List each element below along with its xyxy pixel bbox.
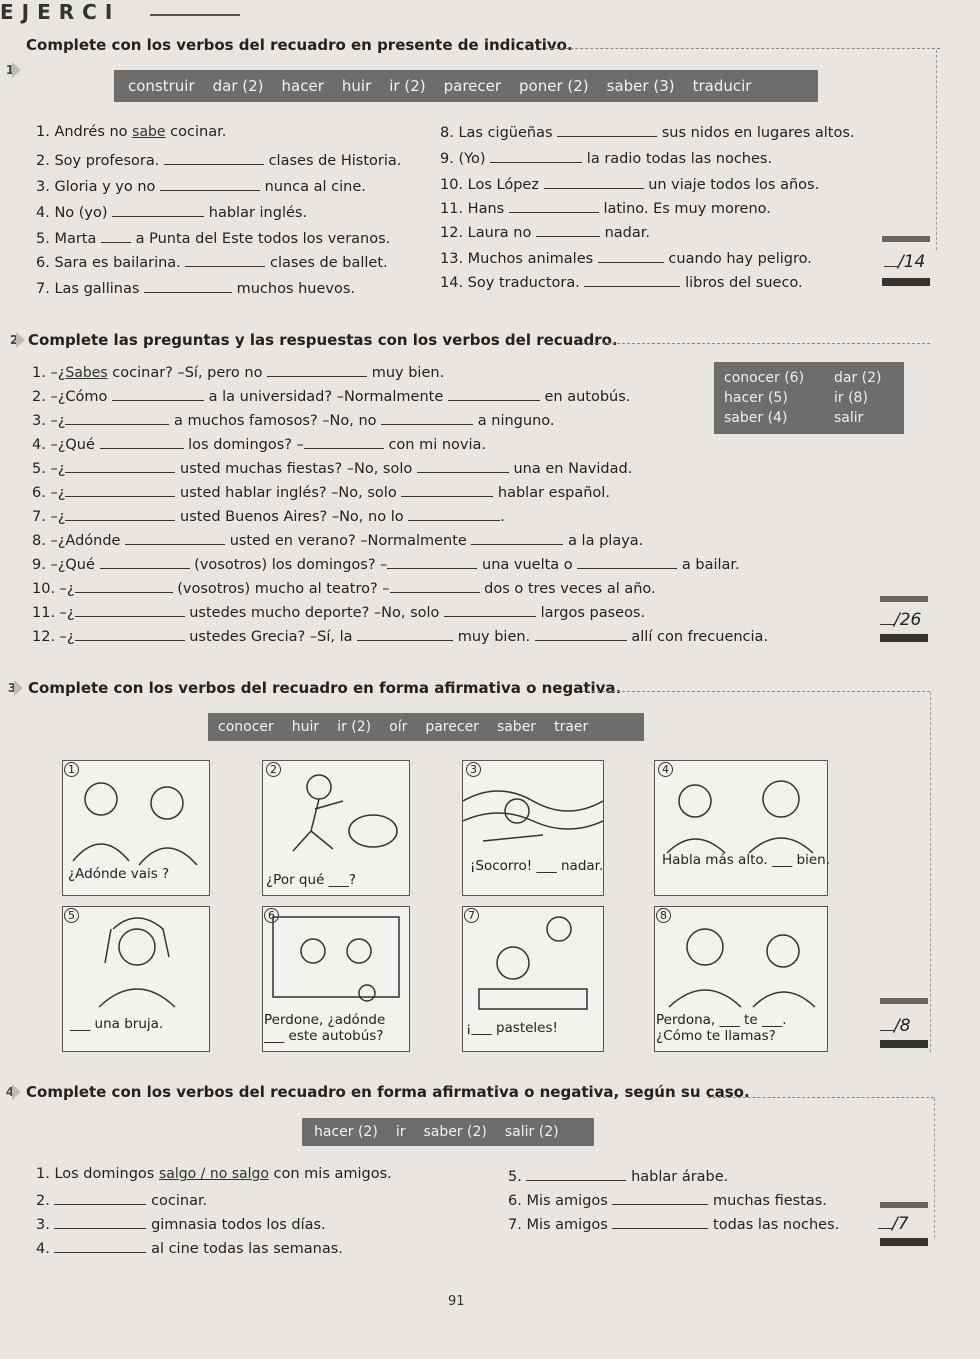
verb: huir — [291, 719, 320, 735]
answer-blank[interactable] — [125, 530, 225, 545]
exercise-item: 11. Hans latino. Es muy moreno. — [440, 198, 771, 217]
answer-blank[interactable] — [612, 1214, 708, 1229]
verb: ir (8) — [834, 390, 868, 406]
panel-number: 6 — [264, 908, 279, 923]
verb: salir — [834, 410, 864, 426]
panel-number: 7 — [464, 908, 479, 923]
verb-box — [302, 1118, 594, 1146]
answer-blank[interactable] — [100, 554, 190, 569]
exercise-item: 7. Mis amigos todas las noches. — [508, 1214, 839, 1233]
exercise-item: 7. –¿ usted Buenos Aires? –No, no lo . — [32, 506, 505, 525]
answer-blank[interactable] — [577, 554, 677, 569]
exercise-item: 3. gimnasia todos los días. — [36, 1214, 326, 1233]
answer-blank[interactable] — [544, 174, 644, 189]
answer-blank[interactable] — [100, 434, 184, 449]
answer-blank[interactable] — [471, 530, 563, 545]
exercise-item: 3. –¿ a muchos famosos? –No, no a ninguno. — [32, 410, 554, 429]
drowning-person-illustration — [463, 761, 603, 895]
answer-blank[interactable] — [408, 506, 500, 521]
exercise-item: 1. –¿Sabes cocinar? –Sí, pero no muy bien. — [32, 362, 444, 381]
answer-blank[interactable] — [54, 1238, 146, 1253]
verb-box — [714, 362, 904, 434]
verb: saber — [496, 719, 537, 735]
section-rule — [582, 343, 930, 344]
verb-box — [114, 70, 818, 102]
exercise-item: 12. Laura no nadar. — [440, 222, 650, 241]
header-rule — [150, 14, 240, 16]
answer-blank[interactable] — [444, 602, 536, 617]
exercise-item: 6. –¿ usted hablar inglés? –No, solo hablar español. — [32, 482, 610, 501]
page-header: EJERCI — [0, 0, 121, 24]
handwritten-answer: sabe — [132, 124, 166, 140]
exercise-item: 11. –¿ ustedes mucho deporte? –No, solo largos paseos. — [32, 602, 645, 621]
verb: ir (2) — [389, 77, 426, 95]
exercise-item: 2. –¿Cómo a la universidad? –Normalmente en autobús. — [32, 386, 630, 405]
answer-blank[interactable] — [160, 176, 260, 191]
exercise-item: 6. Sara es bailarina. clases de ballet. — [36, 252, 388, 271]
section-rule — [540, 48, 940, 49]
verb: traer — [554, 719, 589, 735]
verb: hacer (5) — [724, 390, 788, 406]
exercise-item: 8. –¿Adónde usted en verano? –Normalmente a la playa. — [32, 530, 643, 549]
exercise-item: 3. Gloria y yo no nunca al cine. — [36, 176, 366, 195]
answer-blank[interactable] — [112, 386, 204, 401]
verb: parecer — [443, 77, 502, 95]
answer-blank[interactable] — [75, 626, 185, 641]
answer-blank[interactable] — [144, 278, 232, 293]
answer-blank[interactable] — [509, 198, 599, 213]
exercise-item: 13. Muchos animales cuando hay peligro. — [440, 248, 812, 267]
answer-blank[interactable] — [54, 1214, 146, 1229]
verb-box — [208, 713, 644, 741]
panel-caption: Habla más alto. ___ bien. — [662, 852, 830, 868]
verb: ir (2) — [337, 719, 372, 735]
exercise-item: 5. hablar árabe. — [508, 1166, 728, 1185]
verb: conocer — [218, 719, 274, 735]
answer-blank[interactable] — [417, 458, 509, 473]
score-tag — [880, 1202, 928, 1208]
verb: ir — [395, 1124, 406, 1140]
answer-blank[interactable] — [535, 626, 627, 641]
exercise-item: 1. Los domingos salgo / no salgo con mis amigos. — [36, 1166, 392, 1182]
answer-blank[interactable] — [75, 602, 185, 617]
answer-blank[interactable] — [267, 362, 367, 377]
panel-number: 2 — [266, 762, 281, 777]
verb: dar (2) — [212, 77, 264, 95]
old-man-listening-illustration — [655, 761, 827, 895]
section-border — [934, 1098, 935, 1238]
exercise-item: 9. –¿Qué (vosotros) los domingos? – una vuelta o a bailar. — [32, 554, 740, 573]
answer-blank[interactable] — [401, 482, 493, 497]
answer-blank[interactable] — [65, 482, 175, 497]
exercise-item: 2. Soy profesora. clases de Historia. — [36, 150, 401, 169]
panel-caption: ___ una bruja. — [70, 1016, 164, 1032]
answer-blank[interactable] — [65, 458, 175, 473]
section-instruction: Complete con los verbos del recuadro en forma afirmativa o negativa, según su caso. — [26, 1083, 750, 1101]
answer-blank[interactable] — [612, 1190, 708, 1205]
section-number: 1 — [0, 60, 20, 80]
panel-caption: ¿Adónde vais ? — [68, 866, 170, 882]
exercise-item: 4. –¿Qué los domingos? – con mi novia. — [32, 434, 486, 453]
exercise-item: 4. No (yo) hablar inglés. — [36, 202, 307, 221]
section-instruction: Complete con los verbos del recuadro en presente de indicativo. — [26, 36, 573, 54]
section-rule — [708, 1097, 934, 1098]
verb: construir — [128, 77, 195, 95]
verb: hacer — [281, 77, 324, 95]
answer-blank[interactable] — [357, 626, 453, 641]
answer-blank[interactable] — [490, 148, 582, 163]
score-tag — [882, 236, 930, 242]
exercise-item: 5. Marta a Punta del Este todos los veranos. — [36, 228, 390, 247]
exercise-item: 5. –¿ usted muchas fiestas? –No, solo una en Navidad. — [32, 458, 632, 477]
score-bar — [880, 1238, 928, 1246]
section-rule — [582, 691, 930, 692]
panel-caption: Perdone, ¿adónde ___ este autobús? — [264, 1012, 386, 1044]
section-instruction: Complete las preguntas y las respuestas con los verbos del recuadro. — [28, 331, 618, 349]
score: /7 — [878, 1214, 909, 1234]
exercise-item: 8. Las cigüeñas sus nidos en lugares altos. — [440, 122, 855, 141]
answer-blank[interactable] — [164, 150, 264, 165]
answer-blank[interactable] — [526, 1166, 626, 1181]
verb: parecer — [425, 719, 479, 735]
section-number: 2 — [4, 330, 24, 350]
panel-number: 4 — [658, 762, 673, 777]
verb: poner (2) — [519, 77, 589, 95]
verb: saber (4) — [724, 410, 788, 426]
panel-caption: Perdona, ___ te ___. ¿Cómo te llamas? — [656, 1012, 787, 1044]
exercise-item: 6. Mis amigos muchas fiestas. — [508, 1190, 827, 1209]
exercise-item: 10. Los López un viaje todos los años. — [440, 174, 819, 193]
section-number: 3 — [2, 678, 22, 698]
exercise-item: 1. Andrés no sabe cocinar. — [36, 124, 227, 140]
section-border — [936, 50, 937, 250]
panel-number: 5 — [64, 908, 79, 923]
answer-blank[interactable] — [54, 1190, 146, 1205]
exercise-item: 2. cocinar. — [36, 1190, 207, 1209]
section-instruction: Complete con los verbos del recuadro en forma afirmativa o negativa. — [28, 679, 622, 697]
score-tag — [880, 998, 928, 1004]
score: /26 — [880, 610, 921, 630]
panel-number: 8 — [656, 908, 671, 923]
illustration-panel — [462, 760, 604, 896]
answer-blank[interactable] — [448, 386, 540, 401]
verb: traducir — [692, 77, 752, 95]
verb: huir — [341, 77, 372, 95]
answer-blank[interactable] — [387, 554, 477, 569]
answer-blank[interactable] — [598, 248, 664, 263]
verb: oír — [389, 719, 408, 735]
score: /8 — [880, 1016, 911, 1036]
answer-blank[interactable] — [65, 410, 169, 425]
section-border — [930, 692, 931, 1052]
answer-blank[interactable] — [390, 578, 480, 593]
answer-blank[interactable] — [584, 272, 680, 287]
panel-caption: ¡Socorro! ___ nadar. — [470, 858, 604, 874]
verb: saber (2) — [423, 1124, 487, 1140]
answer-blank[interactable] — [185, 252, 265, 267]
answer-blank[interactable] — [101, 228, 131, 243]
score: /14 — [884, 252, 925, 272]
exercise-item: 7. Las gallinas muchos huevos. — [36, 278, 355, 297]
answer-blank[interactable] — [65, 506, 175, 521]
page-number: 91 — [448, 1294, 465, 1309]
score-bar — [880, 634, 928, 642]
exercise-item: 9. (Yo) la radio todas las noches. — [440, 148, 772, 167]
section-number: 4 — [0, 1082, 20, 1102]
verb: dar (2) — [834, 370, 882, 386]
score-bar — [880, 1040, 928, 1048]
answer-blank[interactable] — [536, 222, 600, 237]
exercise-item: 12. –¿ ustedes Grecia? –Sí, la muy bien. allí con frecuencia. — [32, 626, 768, 645]
exercise-item: 14. Soy traductora. libros del sueco. — [440, 272, 803, 291]
exercise-item: 4. al cine todas las semanas. — [36, 1238, 343, 1257]
handwritten-answer: Sabes — [65, 365, 108, 381]
verb: saber (3) — [606, 77, 675, 95]
verb: conocer (6) — [724, 370, 805, 386]
verb: salir (2) — [504, 1124, 559, 1140]
exercise-item: 10. –¿ (vosotros) mucho al teatro? – dos o tres veces al año. — [32, 578, 656, 597]
score-bar — [882, 278, 930, 286]
panel-number: 1 — [64, 762, 79, 777]
answer-blank[interactable] — [112, 202, 204, 217]
answer-blank[interactable] — [304, 434, 384, 449]
illustration-panel — [654, 760, 828, 896]
panel-caption: ¡___ pasteles! — [466, 1020, 558, 1036]
panel-caption: ¿Por qué ___? — [266, 872, 357, 888]
panel-number: 3 — [466, 762, 481, 777]
handwritten-answer: salgo / no salgo — [158, 1166, 269, 1182]
answer-blank[interactable] — [75, 578, 173, 593]
verb: hacer (2) — [314, 1124, 378, 1140]
answer-blank[interactable] — [381, 410, 473, 425]
score-tag — [880, 596, 928, 602]
answer-blank[interactable] — [557, 122, 657, 137]
